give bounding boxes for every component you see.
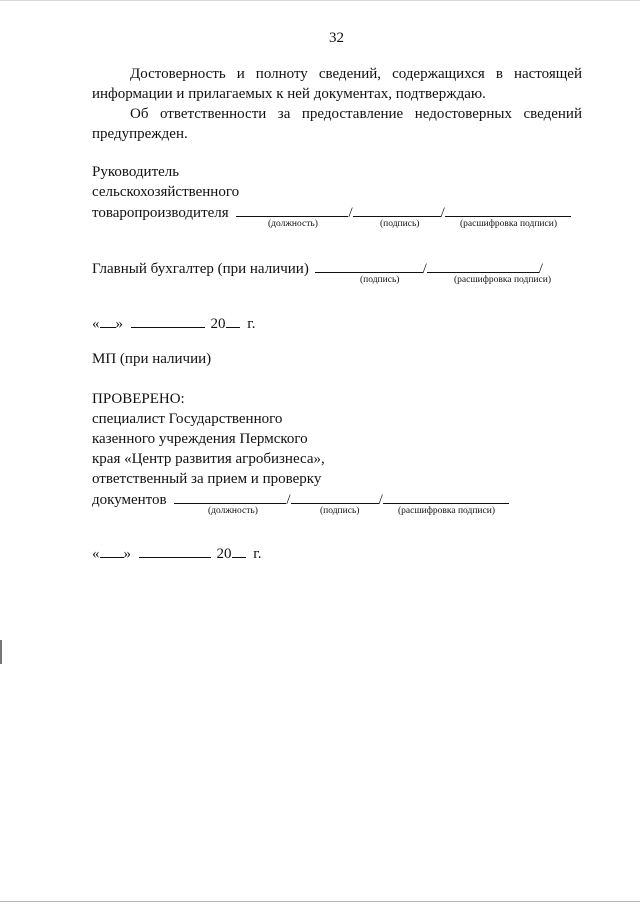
checked-position-field[interactable] <box>174 489 286 504</box>
date-row-1 <box>92 313 255 334</box>
quote-open: « <box>92 316 100 332</box>
checked-line4: ответственный за прием и проверку <box>92 471 322 487</box>
accountant-label: Главный бухгалтер (при наличии) <box>92 261 309 277</box>
responsibility-text: Об ответственности за предоставление недостоверных сведений предупрежден. <box>92 106 582 142</box>
checked-title: ПРОВЕРЕНО: <box>92 391 185 407</box>
year-field-2[interactable] <box>232 543 246 558</box>
quote-open: « <box>92 546 100 562</box>
checked-decode-field[interactable] <box>383 489 509 504</box>
checked-signature-field[interactable] <box>291 489 379 504</box>
slash-separator: / <box>538 261 543 277</box>
month-field-1[interactable] <box>131 313 205 328</box>
head-signature-field[interactable] <box>353 202 441 217</box>
accountant-signature-field[interactable] <box>315 258 423 273</box>
checked-position-caption: (должность) <box>208 506 258 516</box>
confirmation-text: Достоверность и полноту сведений, содержащихся в настоящей информации и прилагаемых к ней документах, подтверждаю. <box>92 66 582 102</box>
checked-line2: казенного учреждения Пермского <box>92 431 308 447</box>
slash-separator: / <box>348 205 353 221</box>
year-suffix-2: г. <box>253 546 262 562</box>
head-position-field[interactable] <box>236 202 348 217</box>
checked-signature-caption: (подпись) <box>320 506 360 516</box>
scan-left-mark <box>0 640 2 664</box>
head-position-caption: (должность) <box>268 219 318 229</box>
checked-decode-caption: (расшифровка подписи) <box>398 506 495 516</box>
page-number: 32 <box>329 30 344 46</box>
checked-line5: документов <box>92 492 167 508</box>
head-label-line2: сельскохозяйственного <box>92 184 240 200</box>
slash-separator: / <box>440 205 445 221</box>
accountant-signature-caption: (подпись) <box>360 275 400 285</box>
day-field-1[interactable] <box>100 313 116 328</box>
head-label-line3: товаропроизводителя <box>92 205 229 221</box>
slash-separator: / <box>286 492 291 508</box>
checked-line1: специалист Государственного <box>92 411 283 427</box>
date-row-2 <box>92 543 261 564</box>
day-field-2[interactable] <box>100 543 124 558</box>
accountant-decode-field[interactable] <box>427 258 539 273</box>
year-field-1[interactable] <box>226 313 240 328</box>
head-signature-caption: (подпись) <box>380 219 420 229</box>
year-prefix-2: 20 <box>216 546 232 562</box>
quote-close: » <box>115 316 123 332</box>
head-label-line1: Руководитель <box>92 164 180 180</box>
slash-separator: / <box>422 261 427 277</box>
page-bottom-edge <box>0 901 640 902</box>
head-decode-caption: (расшифровка подписи) <box>460 219 557 229</box>
quote-close: » <box>123 546 131 562</box>
head-decode-field[interactable] <box>445 202 571 217</box>
year-prefix-1: 20 <box>210 316 226 332</box>
stamp-label: МП (при наличии) <box>92 351 212 367</box>
page-top-edge <box>0 0 640 1</box>
slash-separator: / <box>378 492 383 508</box>
confirmation-paragraph <box>92 64 582 104</box>
accountant-decode-caption: (расшифровка подписи) <box>454 275 551 285</box>
year-suffix-1: г. <box>247 316 256 332</box>
month-field-2[interactable] <box>139 543 211 558</box>
responsibility-paragraph <box>92 104 582 144</box>
checked-line3: края «Центр развития агробизнеса», <box>92 451 325 467</box>
